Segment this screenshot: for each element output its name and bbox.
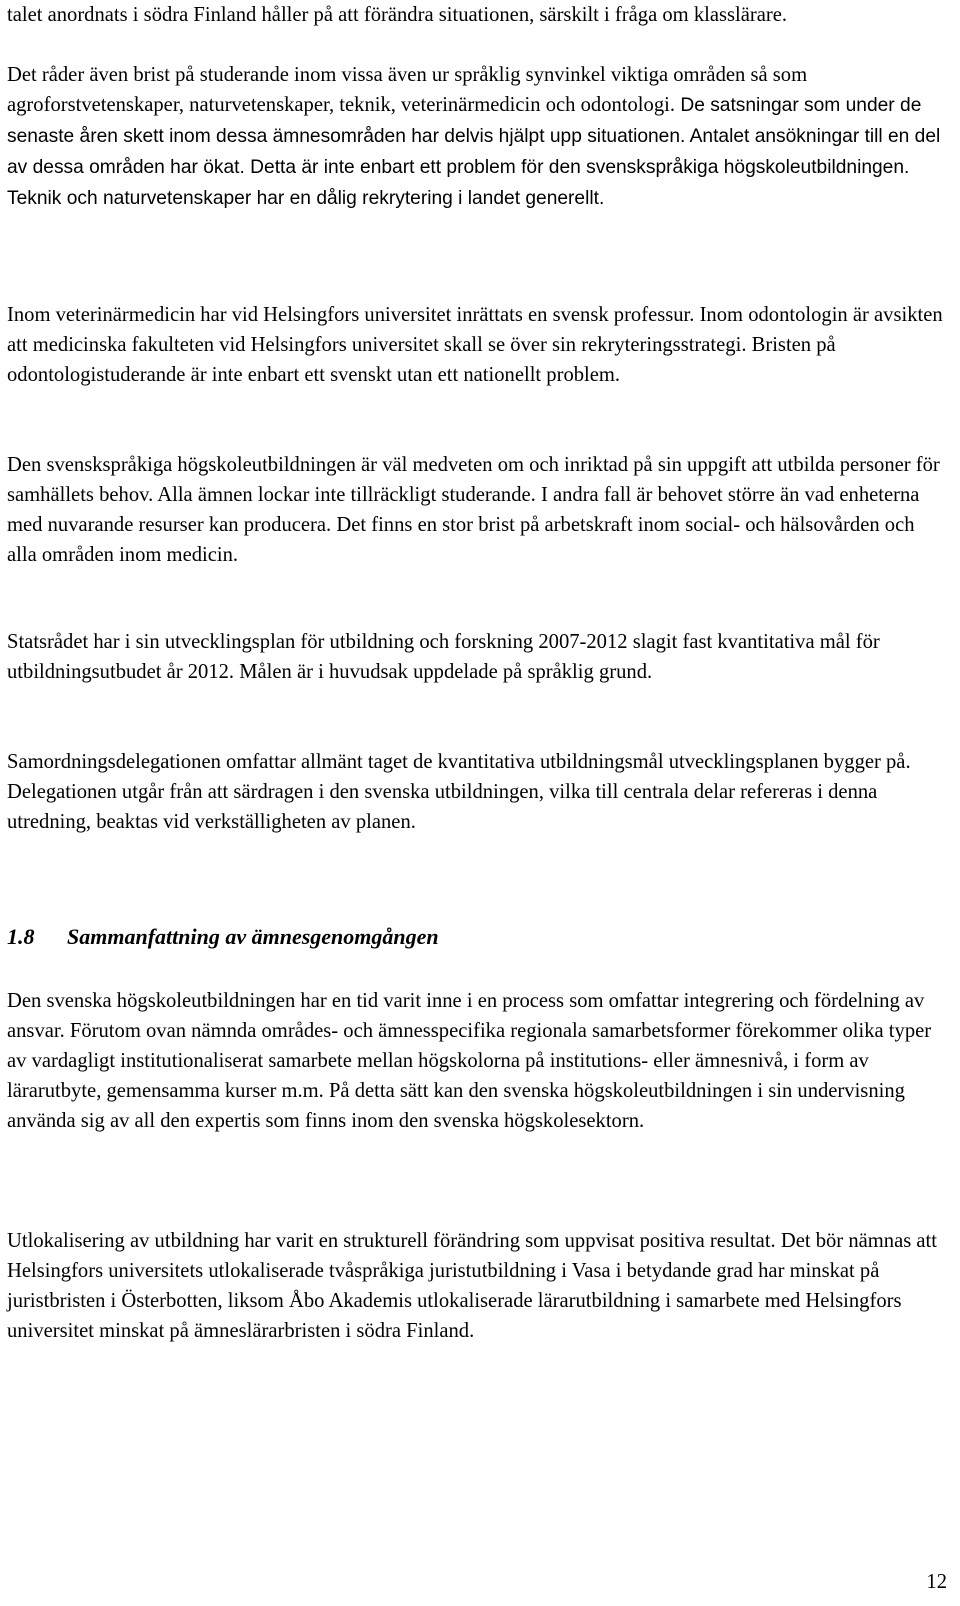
paragraph-text-serif: Det råder även brist på studerande inom vissa även ur språklig synvinkel viktiga områden så som agroforstvetenskaper, naturvetenskaper, teknik, veterinärmedicin och odontologi. xyxy=(7,64,808,116)
document-page xyxy=(7,0,947,1606)
section-title: Sammanfattning av ämnesgenomgången xyxy=(67,924,439,949)
paragraph-samordningsdelegationen xyxy=(7,747,947,837)
paragraph-text: Den svenskspråkiga högskoleutbildningen är väl medveten om och inriktad på sin uppgift att utbilda personer för samhällets behov. Alla ämnen lockar inte tillräckligt studerande. I andra fall är behovet större än vad enheterna med nuvarande resurser kan producera. Det finns en stor brist på arbetskraft inom social- och hälsovården och alla områden inom medicin. xyxy=(7,454,940,566)
paragraph-text: Statsrådet har i sin utvecklingsplan för utbildning och forskning 2007-2012 slagit fast kvantitativa mål för utbildningsutbudet år 2012. Målen är i huvudsak uppdelade på språklig grund. xyxy=(7,631,880,683)
page-number: 12 xyxy=(926,1571,947,1593)
paragraph-utlokalisering xyxy=(7,1226,947,1346)
paragraph-utvecklingsplan xyxy=(7,627,947,687)
paragraph-text-sans: De satsningar som under de senaste åren skett inom dessa ämnesområden har delvis hjälpt upp situationen. Antalet ansökningar till en del av dessa områden har ökat. Detta är inte enbart ett problem för den svenskspråkiga högskoleutbildningen. Teknik och naturvetenskaper har en dålig rekrytering i landet generellt. xyxy=(7,95,941,209)
paragraph-veterinarmedicin xyxy=(7,300,947,390)
section-number: 1.8 xyxy=(7,924,35,949)
paragraph-klasslarare xyxy=(7,0,947,30)
paragraph-text: Den svenska högskoleutbildningen har en tid varit inne i en process som omfattar integrering och fördelning av ansvar. Förutom ovan nämnda områdes- och ämnesspecifika regionala samarbetsformer förekommer olika typer av vardagligt institutionaliserat samarbete mellan högskolorna på institutions- eller ämnesnivå, i form av lärarutbyte, gemensamma kurser m.m. På detta sätt kan den svenska högskoleutbildningen i sin undervisning använda sig av all den expertis som finns inom den svenska högskolesektorn. xyxy=(7,990,932,1132)
paragraph-samhallets-behov xyxy=(7,450,947,570)
paragraph-text: Samordningsdelegationen omfattar allmänt taget de kvantitativa utbildningsmål utvecklingsplanen bygger på. Delegationen utgår från att särdragen i den svenska utbildningen, vilka till centrala delar refereras i denna utredning, beaktas vid verkställigheten av planen. xyxy=(7,751,911,833)
paragraph-studerande-brist xyxy=(7,60,947,214)
paragraph-text: talet anordnats i södra Finland håller på att förändra situationen, särskilt i fråga om klasslärare. xyxy=(7,4,788,26)
paragraph-text: Utlokalisering av utbildning har varit en strukturell förändring som uppvisat positiva resultat. Det bör nämnas att Helsingfors universitets utlokaliserade tvåspråkiga juristutbildning i Vasa i betydande grad har minskat på juristbristen i Österbotten, liksom Åbo Akademis utlokaliserade lärarutbildning i samarbete med Helsingfors universitet minskat på ämneslärarbristen i södra Finland. xyxy=(7,1230,937,1342)
paragraph-text: Inom veterinärmedicin har vid Helsingfors universitet inrättats en svensk professur. Inom odontologin är avsikten att medicinska fakulteten vid Helsingfors universitet skall se över sin rekryteringsstrategi. Bristen på odontologistuderande är inte enbart ett svenskt utan ett nationellt problem. xyxy=(7,304,943,386)
section-heading xyxy=(7,922,439,952)
paragraph-integrering xyxy=(7,986,947,1136)
